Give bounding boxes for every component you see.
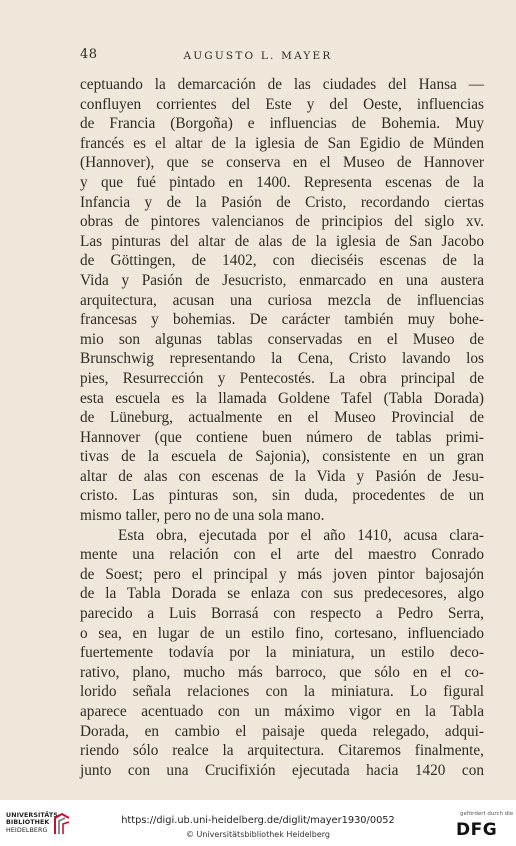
library-logo-text: UNIVERSITÄTS- BIBLIOTHEK HEIDELBERG bbox=[6, 812, 61, 834]
text-line: Vida y Pasión de Jesucristo, enmarcado en una austera bbox=[80, 271, 484, 289]
text-line: obras de pintores valencianos de principios del siglo xv. bbox=[80, 213, 484, 231]
text-line: fuertemente todavía por la miniatura, un estilo deco- bbox=[80, 644, 484, 662]
text-line: altar de alas con escenas de la Vida y Pasión de Jesu- bbox=[80, 467, 484, 485]
text-line: confluyen corrientes del Este y del Oeste, influencias bbox=[80, 95, 484, 113]
text-line: junto con una Crucifixión ejecutada hacia 1420 con bbox=[80, 761, 484, 779]
text-line: de la Tabla Dorada se enlaza con sus predecesores, algo bbox=[80, 585, 484, 603]
text-line: Las pinturas del altar de alas de la iglesia de San Jacobo bbox=[80, 232, 484, 250]
text-line: y que fué pintado en 1400. Representa escenas de la bbox=[80, 173, 484, 191]
text-line: parecido a Luis Borrasá con respecto a Pedro Serra, bbox=[80, 605, 484, 623]
text-line: riendo sólo realce la arquitectura. Citaremos finalmente, bbox=[80, 742, 484, 760]
footer-bar bbox=[0, 800, 516, 846]
text-line: rativo, plano, mucho más barroco, que sólo en el co- bbox=[80, 663, 484, 681]
copyright-text: © Universitätsbibliothek Heidelberg bbox=[185, 830, 330, 839]
text-line: pies, Resurrección y Pentecostés. La obra principal de bbox=[80, 369, 484, 387]
text-line: de Lüneburg, actualmente en el Museo Provincial de bbox=[80, 409, 484, 427]
text-line: Hannover (que contiene buen número de tablas primi- bbox=[80, 428, 484, 446]
text-line: mismo taller, pero no de una sola mano. bbox=[80, 507, 325, 525]
text-line: francés es el altar de la iglesia de San Egidio de Münden bbox=[80, 134, 484, 152]
running-title: AUGUSTO L. MAYER bbox=[183, 50, 333, 62]
source-url[interactable]: https://digi.ub.uni-heidelberg.de/diglit/mayer1930/0052 bbox=[121, 815, 395, 826]
page-header bbox=[0, 47, 516, 67]
text-line: tivas de la escuela de Sajonia), consistente en un gran bbox=[80, 448, 484, 466]
text-line: ceptuando la demarcación de las ciudades del Hansa — bbox=[80, 76, 484, 93]
dfg-logo: DFG bbox=[456, 820, 498, 840]
text-line: o sea, en lugar de un estilo fino, cortesano, influenciado bbox=[80, 624, 484, 642]
text-line: de Göttingen, de 1402, con dieciséis escenas de la bbox=[80, 252, 484, 270]
text-line: mente una relación con el arte del maestro Conrado bbox=[80, 546, 484, 564]
text-line: Brunschwig representando la Cena, Cristo lavando los bbox=[80, 350, 484, 368]
text-line: Dorada, en cambio el paisaje queda relegado, adqui- bbox=[80, 722, 484, 740]
page-number: 48 bbox=[80, 47, 98, 62]
body-text bbox=[80, 75, 484, 780]
text-line: de Soest; pero el principal y más joven pintor bajosajón bbox=[80, 565, 484, 583]
text-line: (Hannover), que se conserva en el Museo de Hannover bbox=[80, 154, 484, 172]
text-line: lorido señala relaciones con la miniatura. Lo figural bbox=[80, 683, 484, 701]
text-line: francesas y bohemias. De carácter también muy bohe- bbox=[80, 311, 484, 329]
text-line: de Francia (Borgoña) e influencias de Bohemia. Muy bbox=[80, 115, 484, 133]
text-line: cristo. Las pinturas son, sin duda, procedentes de un bbox=[80, 487, 484, 505]
funding-text: gefördert durch die bbox=[460, 811, 514, 817]
text-line: Infancia y de la Pasión de Cristo, recordando ciertas bbox=[80, 193, 484, 211]
text-line: arquitectura, acusan una curiosa mezcla de influencias bbox=[80, 291, 484, 309]
text-line: mio son algunas tablas conservadas en el Museo de bbox=[80, 330, 484, 348]
text-line: esta escuela es la llamada Goldene Tafel (Tabla Dorada) bbox=[80, 389, 484, 407]
text-line: aparece acentuado con un máximo vigor en la Tabla bbox=[80, 703, 484, 720]
text-line: Esta obra, ejecutada por el año 1410, acusa clara- bbox=[118, 526, 484, 544]
